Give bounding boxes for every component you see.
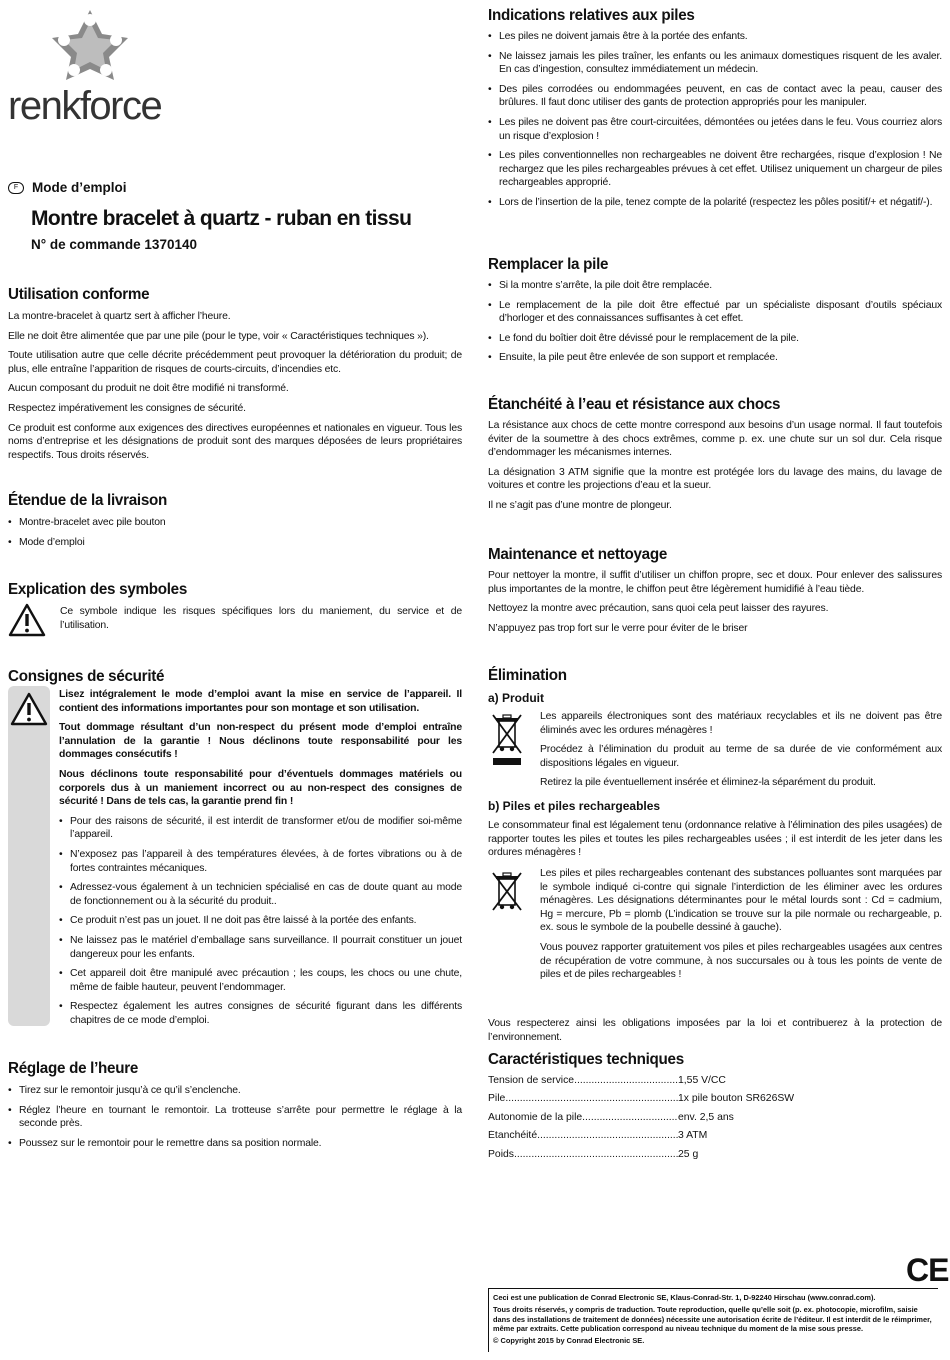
paragraph: La désignation 3 ATM signifie que la montre est protégée lors du lavage des mains, du lavage de voitures et contre les projections d’eau et la sueur. [488,466,942,492]
list-item: • Le remplacement de la pile doit être effectué par un spécialiste disposant d’outils spéciaux d’horloger et des connaissances suffisantes à cet effet. [488,299,942,326]
warning-paragraph: Tout dommage résultant d’un non-respect du présent mode d’emploi entraîne l’annulation de la garantie ! Nous déclinons toute responsabilité pour les dommages consécutifs ! [59,722,462,761]
warning-sidebar [8,686,50,1026]
section-reglage [8,1060,462,1156]
list-item: • Ne laissez jamais les piles traîner, les enfants ou les animaux domestiques risquent de les avaler. En cas d’ingestion, consultez immédiatement un médecin. [488,50,942,77]
section-livraison [8,492,462,555]
section-heading: Remplacer la pile [488,256,609,273]
paragraph: N’appuyez pas trop fort sur le verre pour éviter de le briser [488,622,748,634]
list-item: • Cet appareil doit être manipulé avec précaution ; les coups, les chocs ou une chute, même de faible hauteur, peuvent l’endommager. [59,967,462,994]
list-item: • Montre-bracelet avec pile bouton [8,516,462,530]
list-item: • Respectez également les autres consignes de sécurité figurant dans les différents chapitres de ce mode d’emploi. [59,1000,462,1027]
list-item: • Des piles corrodées ou endommagées peuvent, en cas de contact avec la peau, causer des brûlures. Il faut donc utiliser des gants de protection appropriés pour les manipuler. [488,83,942,110]
warning-triangle-icon [8,603,46,637]
paragraph: Retirez la pile éventuellement insérée et éliminez-la séparément du produit. [540,777,876,789]
spec-value: 1x pile bouton SR626SW [678,1093,795,1105]
spec-row [488,1112,942,1130]
paragraph: Le consommateur final est légalement tenu (ordonnance relative à l’élimination des piles usagées) de rapporter toutes les piles et toutes les piles rechargeables usées ; il est interdit de les jeter dans les ordures ménagères ! [488,820,942,859]
order-number: N° de commande 1370140 [31,237,197,252]
spec-value: 25 g [678,1148,699,1160]
section-heading: Réglage de l’heure [8,1060,139,1077]
title-block [8,180,462,252]
section-heading: Indications relatives aux piles [488,7,695,24]
battery-list [488,30,942,210]
spec-label: Tension de service ..... [488,1075,678,1093]
footer-line: Ceci est une publication de Conrad Electronic SE, Klaus-Conrad-Str. 1, D-92240 Hirschau (www.conrad.com). [493,1293,876,1302]
paragraph: Ce produit est conforme aux exigences des directives européennes et nationales en vigueur. Tous les noms d’entreprise et les désignations de produit sont des marques déposées de leurs propriétaires respectifs. Tous droits réservés. [8,422,462,461]
paragraph: Vous pouvez rapporter gratuitement vos piles et piles rechargeables usagées aux centres de récupération de votre commune, à nos succursales ou à tous les points de vente de piles et de piles rechargeables ! [540,941,942,981]
paragraph: La résistance aux chocs de cette montre correspond aux besoins d’un usage normal. Il faut toutefois éviter de la soumettre à des chocs extrêmes, comme p. ex. une chute sur un sol dur. Cela risque d’endommager les mécanismes internes. [488,420,942,459]
crossed-bin-icon [490,869,524,911]
language-badge: F [8,182,24,194]
section-piles [488,7,942,216]
section-heading: Consignes de sécurité [8,668,165,685]
spec-label: Pile ..... [488,1093,678,1111]
warning-paragraph: Nous déclinons toute responsabilité pour d’éventuels dommages matériels ou corporels dus à un maniement incorrect ou au non-respect des consignes de sécurité ! Dans de tels cas, la garantie prend fin ! [59,768,462,808]
ce-mark: CE [906,1252,949,1288]
paragraph: Toute utilisation autre que celle décrite précédemment peut provoquer la détérioration du produit; de plus, elle entraîne l’apparition de risques de courts-circuits, d’incendies etc. [8,350,462,375]
list-item: • Pour des raisons de sécurité, il est interdit de transformer et/ou de modifier soi-même l’appareil. [59,815,462,842]
section-securite [8,668,462,1026]
list-item: • N’exposez pas l’appareil à des températures élevées, à de fortes vibrations ou à de fortes contraintes mécaniques. [59,848,462,875]
safety-list [59,815,462,1028]
brand-name: renkforce [8,84,162,128]
warning-triangle-icon [10,692,48,726]
footer-line: Tous droits réservés, y compris de traduction. Toute reproduction, quelle qu’elle soit (p. ex. photocopie, microfilm, saisie dans des installations de traitement de données) nécessite une autorisation écrite de l’éditeur. Il est interdit de le réimprimer, même par extraits. Cette publication correspond au niveau technique du moment de la mise sous presse. [493,1305,932,1333]
list-item: • Les piles ne doivent pas être court-circuitées, démontées ou jetées dans le feu. Vous courriez alors un risque d’explosion ! [488,116,942,143]
doc-type: Mode d’emploi [32,180,127,195]
list-item: • Ce produit n’est pas un jouet. Il ne doit pas être laissé à la portée des enfants. [59,914,462,928]
list-item: • Les piles ne doivent jamais être à la portée des enfants. [488,30,942,44]
time-setting-list [8,1084,462,1150]
spec-row [488,1130,942,1148]
delivery-list [8,516,462,549]
symbol-description: Ce symbole indique les risques spécifiques lors du maniement, du service et de l’utilisation. [60,606,462,631]
paragraph: Aucun composant du produit ne doit être modifié ni transformé. [8,383,289,395]
list-item: • Ensuite, la pile peut être enlevée de son support et remplacée. [488,351,942,365]
paragraph: Elle ne doit être alimentée que par une pile (pour le type, voir « Caractéristiques techniques »). [8,330,429,342]
spec-value: 1,55 V/CC [678,1075,726,1086]
section-heading: Caractéristiques techniques [488,1051,684,1068]
section-heading: Étendue de la livraison [8,492,168,509]
warning-paragraph: Lisez intégralement le mode d’emploi avant la mise en service de l’appareil. Il contient des informations importantes pour son montage et son utilisation. [59,689,462,714]
paragraph: Pour nettoyer la montre, il suffit d’utiliser un chiffon propre, sec et doux. Pour enlever des salissures plus importantes de la montre, le chiffon peut être légèrement humidifié à l’eau tiède. [488,570,942,595]
paragraph: La montre-bracelet à quartz sert à afficher l’heure. [8,311,231,322]
list-item: • Le fond du boîtier doit être dévissé pour le remplacement de la pile. [488,332,942,346]
paragraph: Nettoyez la montre avec précaution, sans quoi cela peut laisser des rayures. [488,603,829,615]
subsection-heading: b) Piles et piles rechargeables [488,799,661,813]
list-item: • Réglez l’heure en tournant le remontoir. La trotteuse s’arrête pour permettre le réglage à la seconde près. [8,1104,462,1131]
section-heading: Maintenance et nettoyage [488,546,667,563]
subsection-heading: a) Produit [488,691,544,705]
section-heading: Utilisation conforme [8,286,150,303]
section-heading: Explication des symboles [8,581,188,598]
section-remplacer [488,256,942,371]
replace-battery-list [488,279,942,365]
renkforce-star-icon [50,8,130,82]
section-etancheite [488,396,942,519]
paragraph: Les piles et piles rechargeables contenant des substances polluantes sont marquées par le symbole indiqué ci-contre qui signale l’interdiction de les éliminer avec les ordures ménagères. Les désignations déterminantes pour le métal lourds sont : Cd = cadmium, Hg = mercure, Pb = plomb (L’indication se trouve sur la pile normale ou rechargeable, p. ex. sous le symbole de la poubelle dessiné à gauche). [540,868,942,934]
crossed-bin-icon [490,711,524,767]
list-item: • Lors de l’insertion de la pile, tenez compte de la polarité (respectez les pôles positif/+ et négatif/-). [488,196,942,210]
list-item: • Les piles conventionnelles non rechargeables ne doivent être rechargées, risque d’explosion ! Ne rechargez que les piles rechargeables prévues à cet effet. Utilisez uniquement un chargeur de piles rechargeables approprié. [488,149,942,190]
spec-row [488,1093,942,1111]
list-item: • Mode d’emploi [8,536,462,550]
spec-label: Étanchéité ..... [488,1130,678,1148]
section-symboles [8,581,462,631]
list-item: • Adressez-vous également à un technicien spécialisé en cas de doute quant au mode de fonctionnement ou à la sécurité du produit.. [59,881,462,908]
publisher-footer [488,1288,938,1352]
list-item: • Tirez sur le remontoir jusqu’à ce qu’il s’enclenche. [8,1084,462,1098]
section-specs [488,1051,942,1167]
paragraph: Vous respecterez ainsi les obligations imposées par la loi et contribuerez à la protection de l’environnement. [488,1018,942,1043]
page-title: Montre bracelet à quartz - ruban en tissu [31,207,412,230]
paragraph: Respectez impérativement les consignes de sécurité. [8,402,246,414]
paragraph: Il ne s’agit pas d’une montre de plongeur. [488,499,672,511]
section-heading: Étanchéité à l’eau et résistance aux chocs [488,396,781,413]
paragraph: Procédez à l’élimination du produit au terme de sa durée de vie conformément aux dispositions légales en vigueur. [540,744,942,769]
section-maintenance [488,546,942,641]
section-utilisation [8,286,462,468]
list-item: • Poussez sur le remontoir pour le remettre dans sa position normale. [8,1137,462,1151]
paragraph: Les appareils électroniques sont des matériaux recyclables et ils ne doivent pas être éliminés avec les ordures ménagères ! [540,711,942,736]
spec-value: 3 ATM [678,1130,708,1142]
list-item: • Si la montre s’arrête, la pile doit être remplacée. [488,279,942,293]
brand-logo [8,8,178,128]
spec-value: env. 2,5 ans [678,1111,734,1123]
spec-label: Autonomie de la pile ..... [488,1112,678,1130]
spec-label: Poids ..... [488,1149,678,1167]
section-heading: Élimination [488,667,567,684]
section-elimination [488,667,942,1043]
footer-line: © Copyright 2015 by Conrad Electronic SE. [493,1336,645,1346]
spec-row [488,1149,942,1167]
list-item: • Ne laissez pas le matériel d’emballage sans surveillance. Il pourrait constituer un jouet dangereux pour les enfants. [59,934,462,961]
spec-row [488,1075,942,1093]
